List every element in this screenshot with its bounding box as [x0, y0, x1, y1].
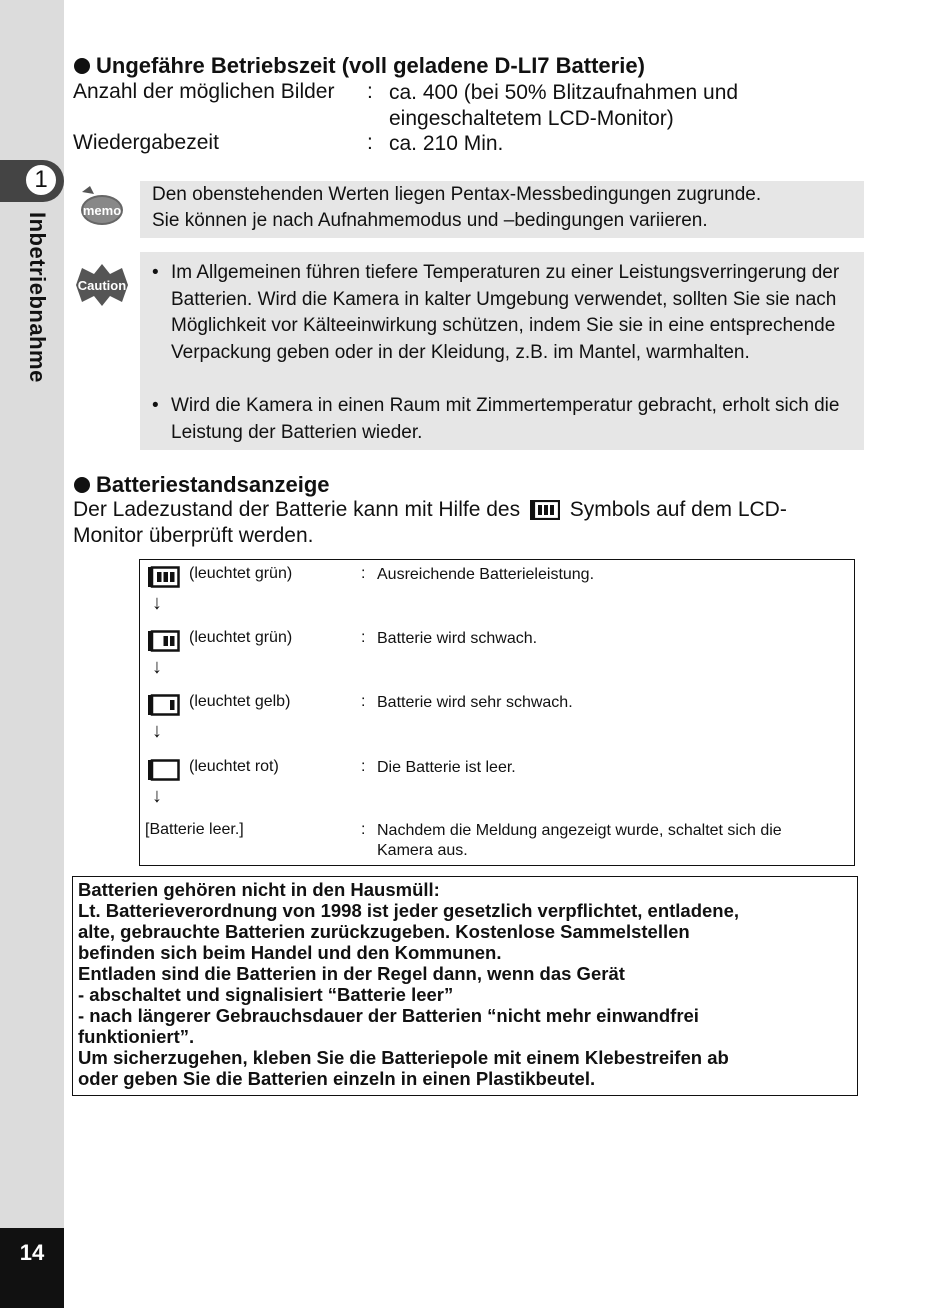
chapter-tab — [0, 160, 64, 202]
battery-empty-icon — [148, 759, 180, 781]
memo-box — [140, 181, 864, 238]
chapter-number: 1 — [24, 163, 58, 197]
battery-intro: Der Ladezustand der Batterie kann mit Hilfe des Symbols auf dem LCD-Monitor überprüft werden. — [73, 498, 787, 547]
page-number: 14 — [19, 1240, 45, 1265]
chapter-title: Inbetriebnahme — [25, 212, 50, 383]
battery-full-icon — [148, 566, 180, 588]
caution-item: • Im Allgemeinen führen tiefere Temperaturen zu einer Leistungsverringerung der Batterien. Wird die Kamera in kalter Umgebung verwendet, sollten Sie sie nach Möglichkeit vor Kälteeinwirkung schützen, indem Sie sie in eine entsprechende Verpackung geben oder in der Kleidung, z.B. im Mantel, warmhalten. — [152, 262, 840, 363]
down-arrow-icon: ↓ — [152, 656, 162, 678]
caution-box — [140, 252, 864, 450]
bullet-dot-icon — [74, 477, 90, 493]
battery-level-table: (leuchtet grün) : Ausreichende Batterieleistung. ↓ (leuchtet grün) : Batterie wird schwach. ↓ (leuchtet gelb) : Batterie wird sehr schwach. ↓ (leuchtet rot) : Die Batterie ist leer. ↓ [Batterie leer.] : Nachdem die Meldung angezeigt wurde, schaltet sich die Kamera aus. — [139, 559, 855, 866]
bullet-dot-icon — [74, 58, 90, 74]
caution-item: • Wird die Kamera in einen Raum mit Zimmertemperatur gebracht, erholt sich die Leistung der Batterien wieder. — [152, 395, 840, 443]
memo-icon — [76, 184, 124, 228]
battery-full-icon — [530, 500, 560, 520]
battery-empty-state: [Batterie leer.] — [145, 821, 244, 838]
down-arrow-icon: ↓ — [152, 592, 162, 614]
down-arrow-icon: ↓ — [152, 785, 162, 807]
memo-text: Den obenstehenden Werten liegen Pentax-Messbedingungen zugrunde. Sie können je nach Aufnahmemodus und –bedingungen variieren. — [152, 184, 762, 231]
svg-text:memo: memo — [82, 203, 122, 218]
operating-time-heading: Ungefähre Betriebszeit (voll geladene D-LI7 Batterie) — [74, 53, 645, 79]
battery-one-third-icon — [148, 694, 180, 716]
battery-indicator-heading: Batteriestandsanzeige — [74, 472, 330, 498]
down-arrow-icon: ↓ — [152, 720, 162, 742]
battery-two-thirds-icon — [148, 630, 180, 652]
caution-icon — [72, 262, 132, 308]
battery-disposal-notice: Batterien gehören nicht in den Hausmüll: Lt. Batterieverordnung von 1998 ist jeder gesetzlich verpflichtet, entladene, alte, gebrauchte Batterien zurückzugeben. Kostenlose Sammelstellen befinden sich beim Handel und den Kommunen. Entladen sind die Batterien in der Regel dann, wenn das Gerät - abschaltet und signalisiert “Batterie leer” - nach längerer Gebrauchsdauer der Batterien “nicht mehr einwandfrei funktioniert”. Um sicherzugehen, kleben Sie die Batteriepole mit einem Klebestreifen ab oder geben Sie die Batterien einzeln in einen Plastikbeutel. — [72, 876, 858, 1096]
svg-text:Caution: Caution — [77, 278, 127, 293]
